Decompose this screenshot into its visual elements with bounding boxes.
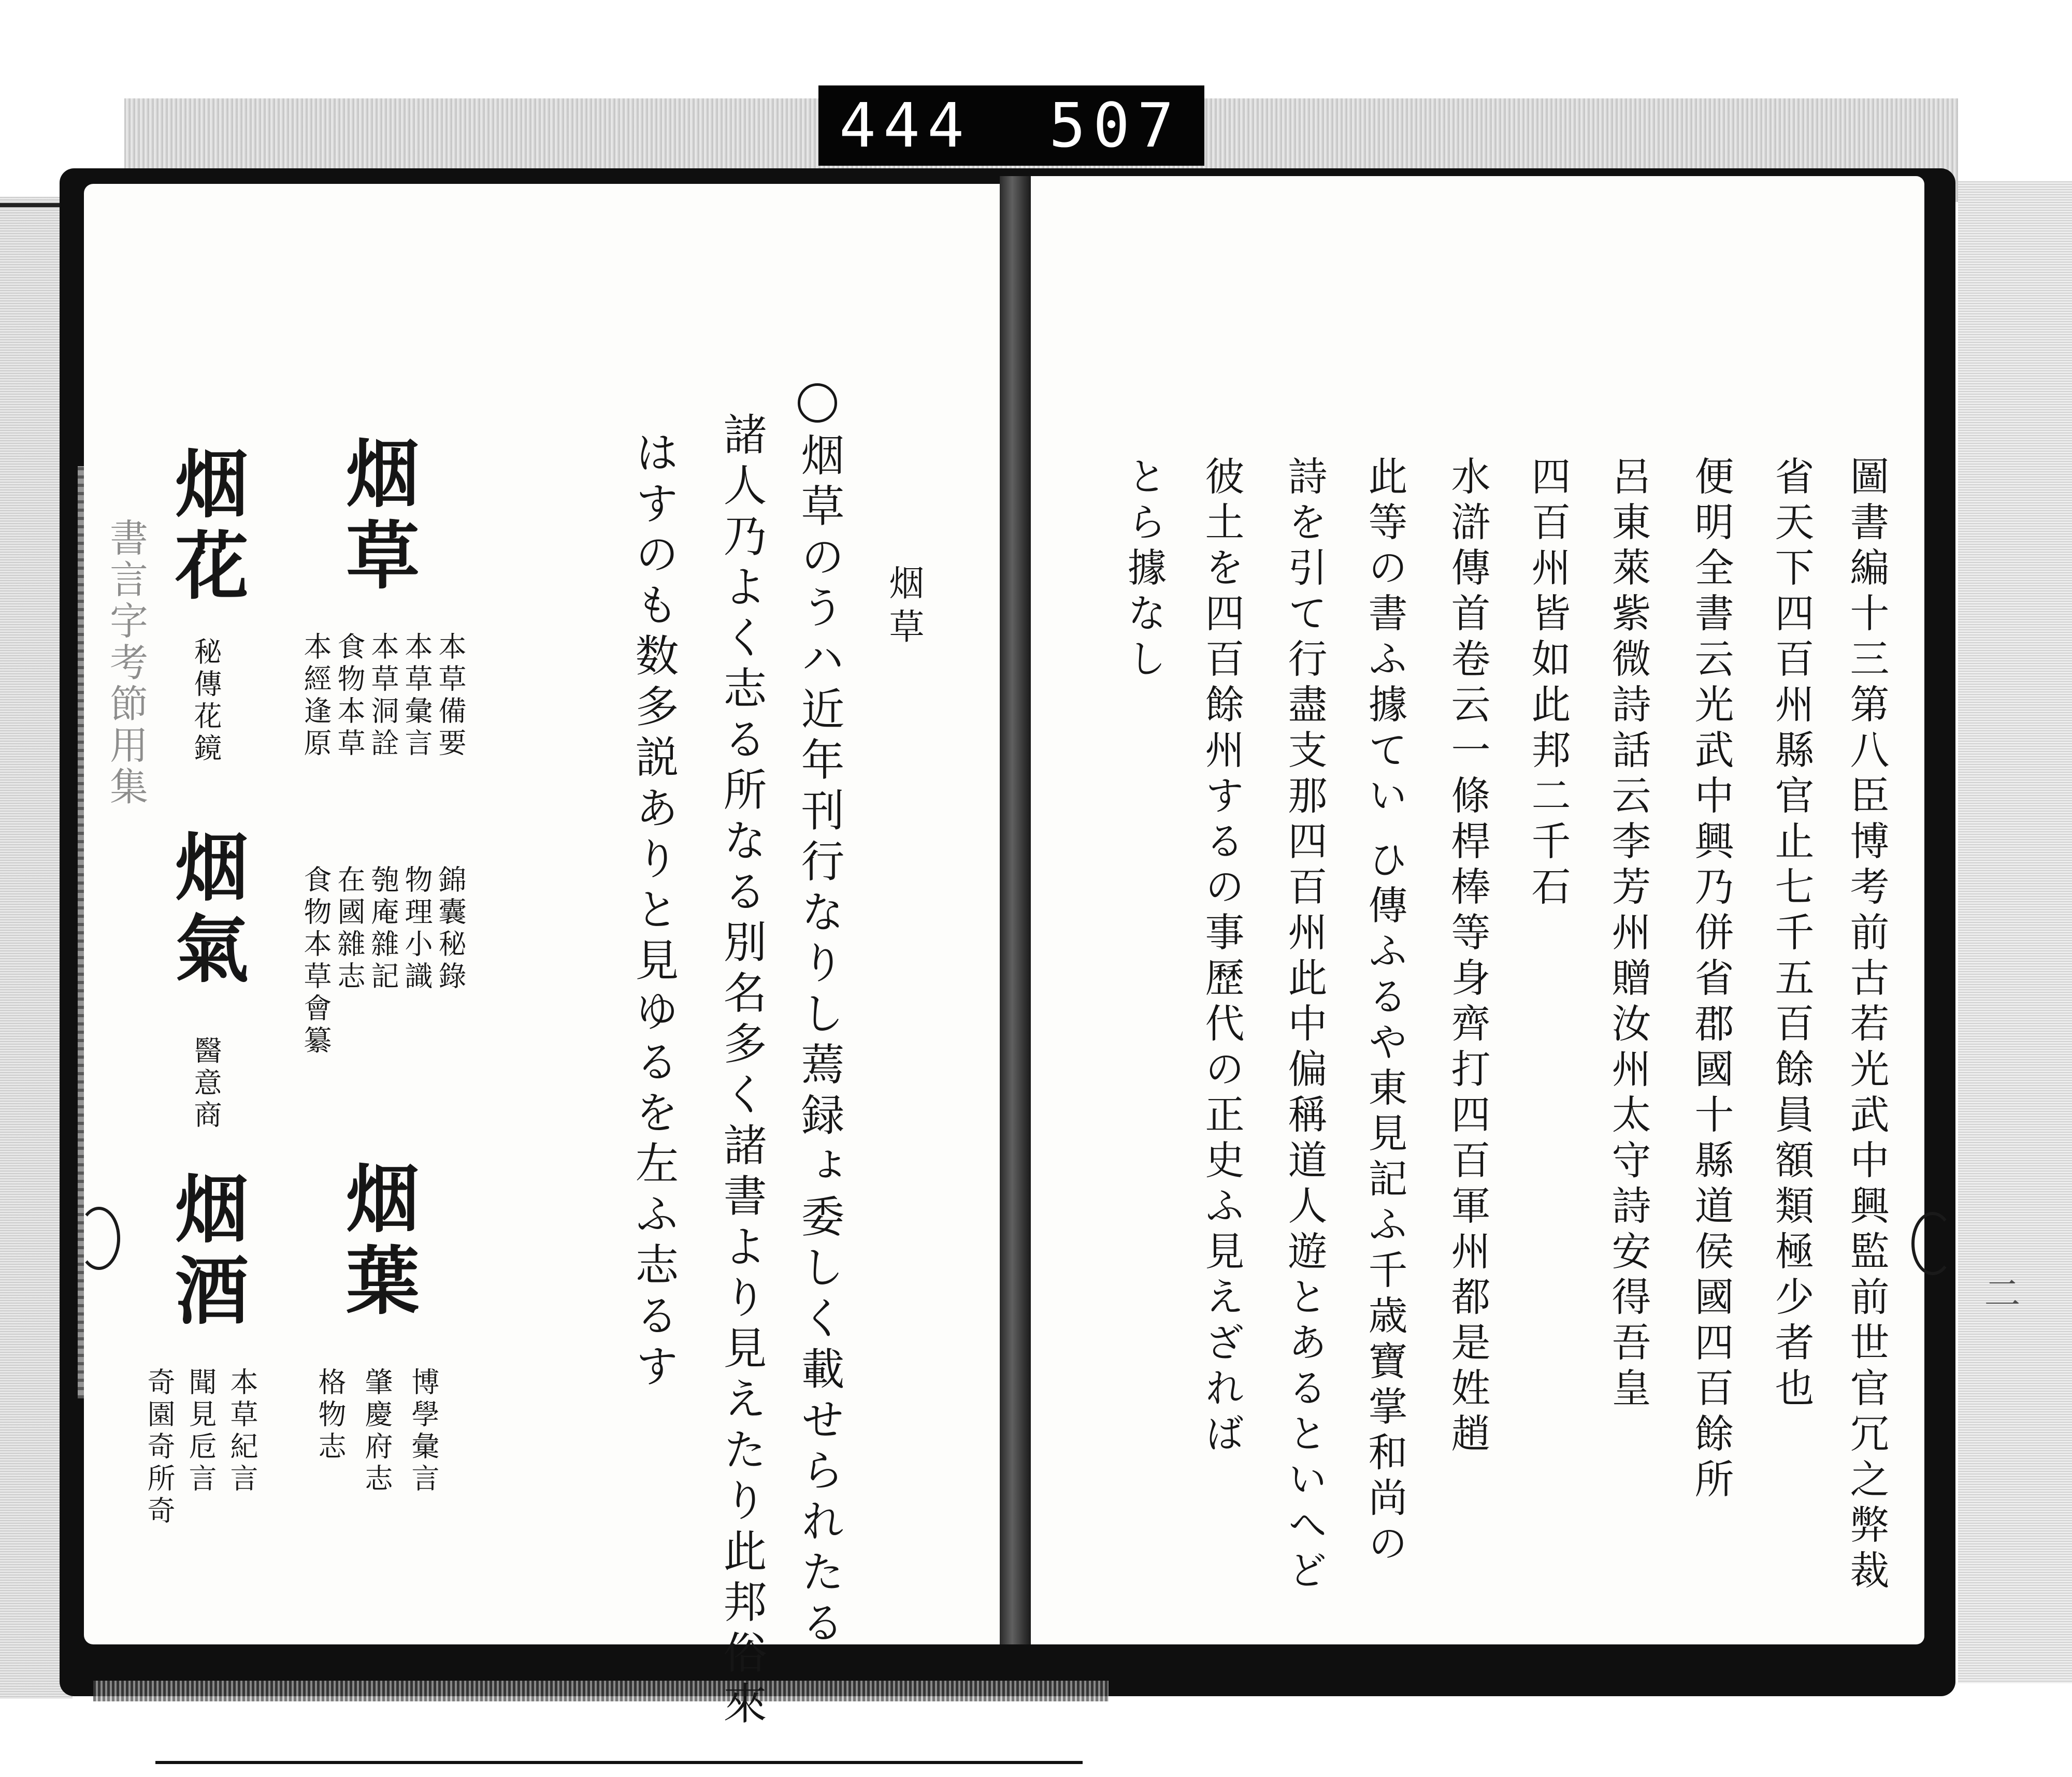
scan-rule-bottom: [155, 1761, 1083, 1764]
yancao-source-7: 物理小識: [400, 865, 433, 993]
right-body-line-7: 此等の書ふ據てい ひ傳ふるや東見記ふ千歳寶掌和尚の: [1362, 456, 1408, 1569]
right-edge-mark: [1911, 1212, 1954, 1275]
frame-number-right: 507: [1049, 90, 1182, 161]
yanjiu-source-3: 奇園奇所奇: [143, 1367, 176, 1528]
right-body-line-9: 彼土を四百餘州するの事歷代の正史ふ見えざれば: [1199, 456, 1245, 1458]
frame-number-left: 444: [839, 90, 972, 161]
page-bottom-edge: [93, 1681, 1109, 1701]
left-edge-mark: [78, 1207, 120, 1270]
microfilm-frame-label: [818, 85, 1204, 166]
right-body-line-1: 圖書編十三第八臣博考前古若光武中興監前世官冗之弊裁: [1844, 456, 1890, 1595]
yanye-source-1: 博學彙言: [407, 1367, 440, 1496]
right-margin-fragment: 二: [1978, 1274, 2021, 1313]
yanye-source-3: 格物志: [314, 1367, 347, 1464]
yancao-source-10: 食物本草會纂: [299, 865, 332, 1058]
yanjiu-source-2: 聞見卮言: [184, 1367, 217, 1496]
yancao-source-3: 本草洞詮: [367, 632, 399, 760]
synonym-term-yancao: 烟草: [334, 435, 419, 599]
left-body-line-3: はすのも数多説ありと見ゆるを左ふ志るす: [628, 430, 679, 1394]
yancao-source-1: 本草備要: [434, 632, 467, 760]
left-body-line-1: 烟草のうハ近年刊行なりし蔫録ょ委しく載せられたる: [794, 432, 845, 1651]
right-body-line-2: 省天下四百州縣官止七千五百餘員額類極少者也: [1768, 456, 1815, 1413]
yancao-source-9: 在國雜志: [333, 865, 366, 993]
left-margin-fragment: 書言字考節用集: [104, 518, 148, 808]
yanqi-source-1: 醫意商: [190, 1036, 222, 1132]
synonym-term-yanjiu: 烟酒: [163, 1171, 248, 1334]
right-body-line-10: とら據なし: [1121, 456, 1167, 684]
yancao-source-5: 本經逢原: [299, 632, 332, 760]
left-body-line-2: 諸人乃よく志る所なる別名多く諸書より見えたり此邦俗來: [716, 412, 767, 1731]
synonym-term-yanqi: 烟氣: [163, 829, 248, 992]
right-body-line-4: 呂東萊紫微詩話云李芳州贈汝州太守詩安得吾皇: [1605, 456, 1651, 1413]
synonym-term-yanhua: 烟花: [163, 445, 248, 609]
book-gutter: [1000, 176, 1031, 1644]
yancao-source-6: 錦囊秘錄: [434, 865, 467, 993]
right-body-line-3: 便明全書云光武中興乃併省郡國十縣道侯國四百餘所: [1688, 456, 1734, 1504]
right-body-line-6: 水滸傳首卷云一條桿棒等身齊打四百軍州都是姓趙: [1445, 456, 1491, 1458]
synonym-term-yanye: 烟葉: [334, 1160, 419, 1324]
section-heading: 烟草: [883, 565, 924, 652]
scan-noise-right: [1958, 181, 2072, 1683]
right-body-line-5: 四百州皆如此邦二千石: [1525, 456, 1571, 912]
yanjiu-source-1: 本草紀言: [226, 1367, 258, 1496]
yanhua-source-1: 秘傳花鏡: [190, 637, 222, 765]
yancao-source-4: 食物本草: [333, 632, 366, 760]
section-circle-mark: [798, 383, 837, 423]
yancao-source-2: 本草彙言: [400, 632, 433, 760]
yanye-source-2: 肇慶府志: [361, 1367, 393, 1496]
yancao-source-8: 匏庵雜記: [367, 865, 399, 993]
right-body-line-8: 詩を引て行盡支那四百州此中偏稱道人遊とあるといへど: [1282, 456, 1328, 1595]
